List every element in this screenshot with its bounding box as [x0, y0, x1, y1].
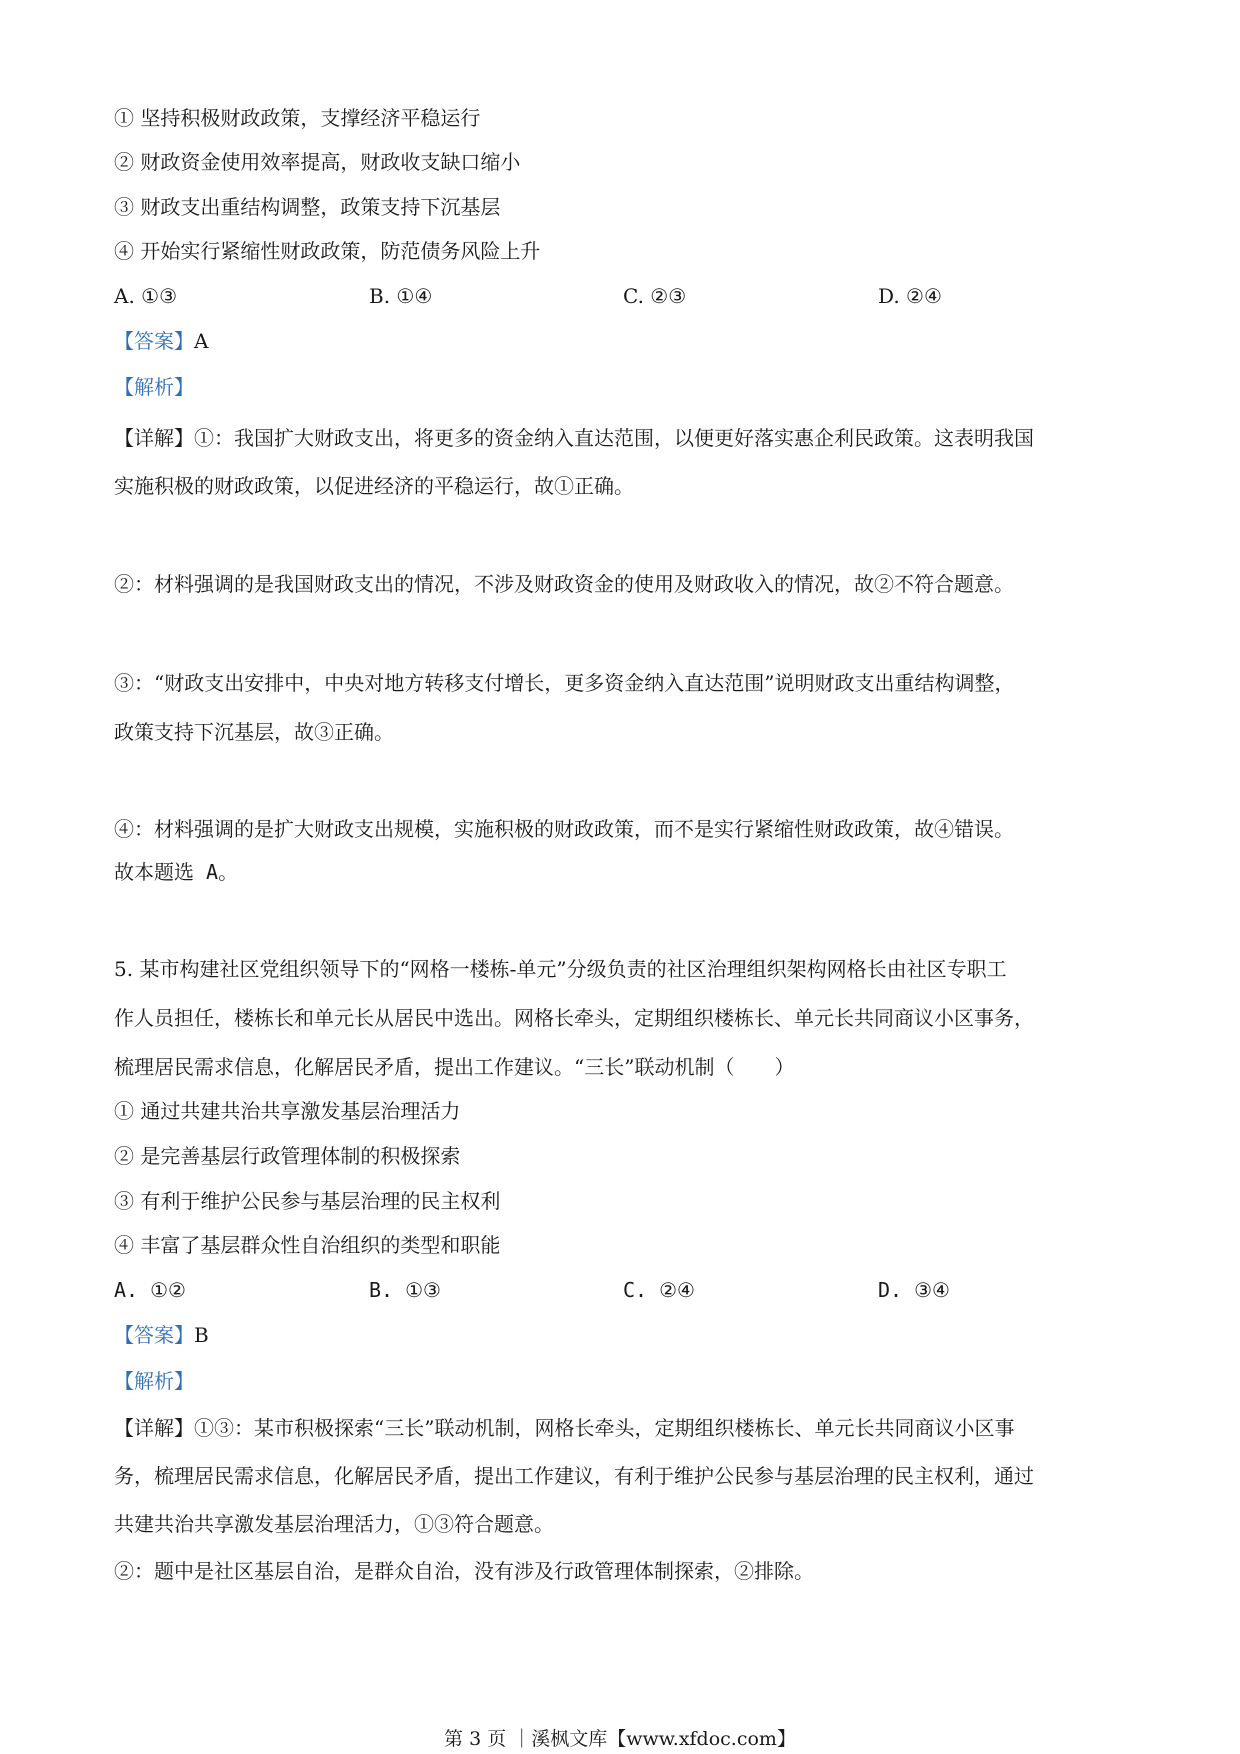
q4-option-a: A. ①③	[114, 284, 178, 308]
q4-statement-1: ① 坚持积极财政政策，支撑经济平稳运行	[114, 106, 481, 130]
q5-option-b: B. ①③	[369, 1278, 441, 1302]
q4-option-c: C. ②③	[623, 284, 687, 308]
q5-option-c: C. ②④	[623, 1278, 695, 1302]
q5-statement-2: ② 是完善基层行政管理体制的积极探索	[114, 1144, 461, 1168]
q4-statement-3: ③ 财政支出重结构调整，政策支持下沉基层	[114, 195, 501, 219]
q5-statement-4: ④ 丰富了基层群众性自治组织的类型和职能	[114, 1233, 501, 1257]
q4-statement-2: ② 财政资金使用效率提高，财政收支缺口缩小	[114, 150, 521, 174]
q4-answer-line	[114, 327, 208, 355]
q5-stem-line-2: 作人员担任，楼栋长和单元长从居民中选出。网格长牵头，定期组织楼栋长、单元长共同商议小区事务，	[114, 1006, 1034, 1030]
q4-detail-line-3: ②：材料强调的是我国财政支出的情况，不涉及财政资金的使用及财政收入的情况，故②不符合题意。	[114, 572, 1014, 596]
q5-detail-line-2: 务，梳理居民需求信息，化解居民矛盾，提出工作建议，有利于维护公民参与基层治理的民主权利，通过	[114, 1464, 1034, 1488]
q4-statement-4: ④ 开始实行紧缩性财政政策，防范债务风险上升	[114, 239, 541, 263]
q4-option-d: D. ②④	[878, 284, 942, 308]
q5-statement-3: ③ 有利于维护公民参与基层治理的民主权利	[114, 1189, 501, 1213]
q4-detail-line-2: 实施积极的财政政策，以促进经济的平稳运行，故①正确。	[114, 474, 634, 498]
q5-statement-1: ① 通过共建共治共享激发基层治理活力	[114, 1099, 461, 1123]
q5-answer-line	[114, 1321, 209, 1349]
q5-detail-line-4: ②：题中是社区基层自治，是群众自治，没有涉及行政管理体制探索，②排除。	[114, 1559, 814, 1583]
q5-detail-line-1: 【详解】①③：某市积极探索“三长”联动机制，网格长牵头，定期组织楼栋长、单元长共同商议小区事	[114, 1416, 1015, 1440]
q5-option-a: A. ①②	[114, 1278, 186, 1302]
q4-conclusion: 故本题选 A。	[114, 860, 239, 884]
answer-label: 【答案】	[114, 329, 194, 353]
q5-stem-line-3: 梳理居民需求信息，化解居民矛盾，提出工作建议。“三长”联动机制（ ）	[114, 1055, 795, 1079]
q4-detail-line-4: ③：“财政支出安排中，中央对地方转移支付增长，更多资金纳入直达范围”说明财政支出重结构调整，	[114, 671, 1015, 695]
page-footer: 第 3 页 ｜溪枫文库【www.xfdoc.com】	[444, 1728, 796, 1750]
q4-detail-line-5: 政策支持下沉基层，故③正确。	[114, 720, 394, 744]
q4-detail-line-6: ④：材料强调的是扩大财政支出规模，实施积极的财政政策，而不是实行紧缩性财政政策，故④错误。	[114, 817, 1014, 841]
q5-detail-line-3: 共建共治共享激发基层治理活力，①③符合题意。	[114, 1512, 554, 1536]
answer-value: A	[194, 329, 209, 353]
q5-stem-line-1: 5. 某市构建社区党组织领导下的“网格一楼栋-单元”分级负责的社区治理组织架构网格长由社区专职工	[114, 957, 1007, 981]
answer-value: B	[194, 1323, 209, 1347]
answer-label: 【答案】	[114, 1323, 194, 1347]
q4-analysis-label: 【解析】	[114, 375, 194, 399]
q5-analysis-label: 【解析】	[114, 1369, 194, 1393]
q4-detail-line-1: 【详解】①：我国扩大财政支出，将更多的资金纳入直达范围，以便更好落实惠企利民政策。这表明我国	[114, 426, 1034, 450]
q4-option-b: B. ①④	[369, 284, 433, 308]
q5-option-d: D. ③④	[878, 1278, 950, 1302]
